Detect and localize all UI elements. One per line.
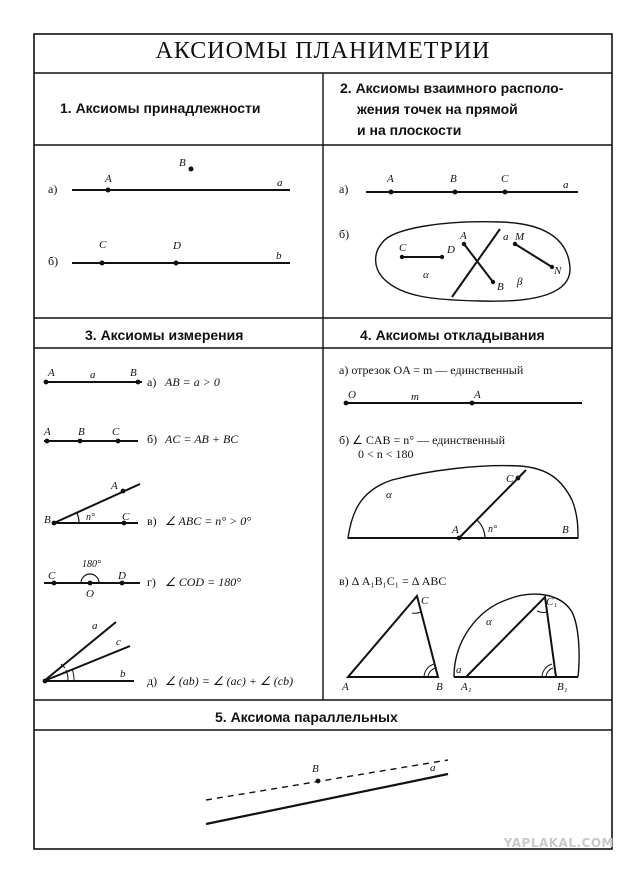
- section-4-header: 4. Аксиомы откладывания: [360, 327, 545, 343]
- s4a-text: а) отрезок OA = m — единственный: [339, 363, 524, 377]
- s4a-label-a: A: [474, 389, 481, 401]
- s3c-formula: ∠ ABC = n° > 0°: [165, 514, 251, 528]
- s3-figure-e: [43, 620, 294, 688]
- s2a-point-c: [503, 190, 508, 195]
- s1a-label-line: a: [277, 177, 283, 189]
- section-2-header-line-1: 2. Аксиомы взаимного располо-: [340, 80, 564, 96]
- watermark: YAPLAKAL.COM: [503, 836, 614, 850]
- s1b-label-line: b: [276, 250, 282, 262]
- s5-point-b: [316, 779, 321, 784]
- section-2-header-line-2: жения точек на прямой: [357, 101, 518, 117]
- s3a-label-len: a: [90, 369, 96, 381]
- s3-figure-c: [44, 480, 251, 528]
- s2a-point-b: [453, 190, 458, 195]
- s3c-marker: в): [147, 514, 157, 528]
- s4-figure-c: [339, 574, 579, 693]
- s2b-segment-mn: [515, 244, 552, 267]
- s3a-marker: а): [147, 375, 157, 389]
- s3c-label-angle: n°: [86, 512, 95, 523]
- s3b-label-a: A: [44, 426, 51, 438]
- s3c-label-a: A: [111, 480, 118, 492]
- s2b-marker: б): [339, 227, 350, 241]
- s2a-label-a: A: [387, 173, 394, 185]
- s5-line-a: [206, 774, 448, 824]
- s4c-label-a1: A₁: [461, 681, 472, 693]
- section-1-header: 1. Аксиомы принадлежности: [60, 100, 261, 116]
- s1b-label-c: C: [99, 239, 107, 251]
- section-3-header: 3. Аксиомы измерения: [85, 327, 244, 343]
- s5-dashed-parallel: [206, 760, 448, 800]
- s2b-label-d: D: [447, 244, 455, 256]
- s3b-marker: б): [147, 432, 158, 446]
- s4c-label-c1: C₁: [546, 596, 558, 608]
- s3d-label-c: C: [48, 570, 56, 582]
- s4c-text: в) Δ A₁B₁C₁ = Δ ABC: [339, 574, 447, 588]
- s4c-label-c: C: [421, 595, 429, 607]
- s2b-segment-ab: [464, 244, 493, 282]
- s3d-label-d: D: [118, 570, 126, 582]
- s4-figure-a: [339, 363, 582, 405]
- s2b-label-m: M: [515, 231, 525, 243]
- page-title: АКСИОМЫ ПЛАНИМЕТРИИ: [155, 38, 491, 64]
- s2-figure-a: [339, 173, 578, 196]
- s1-figure-a: [48, 157, 290, 196]
- s1a-marker: а): [48, 182, 58, 196]
- s2a-label-line: a: [563, 179, 569, 191]
- s3a-label-a: A: [48, 367, 55, 379]
- s4b-label-a: A: [452, 524, 459, 536]
- s5-label-b: B: [312, 763, 319, 775]
- s2b-label-c: C: [399, 242, 407, 254]
- s4b-label-b: B: [562, 524, 569, 536]
- s4c-label-a: A: [342, 681, 349, 693]
- section-2-header-line-3: и на плоскости: [357, 122, 462, 138]
- s3e-formula: ∠ (ab) = ∠ (ac) + ∠ (cb): [165, 674, 294, 688]
- s2b-label-a: A: [460, 230, 467, 242]
- s1-figure-b: [48, 239, 290, 268]
- s2a-marker: а): [339, 182, 349, 196]
- s4b-label-alpha: α: [386, 489, 392, 501]
- s4b-label-c: C: [506, 473, 514, 485]
- s4-figure-b: [339, 433, 578, 540]
- s2b-plane-outline: [376, 222, 570, 302]
- s3d-label-o: O: [86, 588, 94, 600]
- s4c-triangle-abc: [348, 596, 438, 677]
- s3-figure-d: [44, 559, 241, 600]
- s1b-marker: б): [48, 254, 59, 268]
- s3b-label-b: B: [78, 426, 85, 438]
- s3c-label-b: B: [44, 514, 51, 526]
- s3e-label-b: b: [120, 668, 126, 680]
- section-5-header: 5. Аксиома параллельных: [215, 709, 398, 725]
- s3-figure-a: [44, 367, 220, 389]
- s1a-point-b: [189, 167, 194, 172]
- s4a-label-m: m: [411, 391, 419, 403]
- s3b-formula: AC = AB + BC: [165, 432, 239, 446]
- s1a-label-b: B: [179, 157, 186, 169]
- s4c-label-alpha: α: [486, 616, 492, 628]
- s1b-point-d: [174, 261, 179, 266]
- s3e-marker: д): [147, 674, 158, 688]
- s2-figure-b: [339, 222, 570, 302]
- s2a-point-a: [389, 190, 394, 195]
- s2b-label-beta: β: [517, 276, 523, 288]
- s3d-marker: г): [147, 575, 156, 589]
- s3d-label-angle: 180°: [82, 559, 101, 570]
- s4b-text-2: 0 < n < 180: [358, 447, 414, 461]
- s2b-label-line: a: [503, 231, 509, 243]
- s3c-label-c: C: [122, 511, 130, 523]
- s4c-triangle-a1b1c1: [466, 597, 556, 677]
- s3-figure-b: [43, 426, 239, 446]
- s5-figure: [206, 760, 448, 824]
- s4c-label-b: B: [436, 681, 443, 693]
- s3d-formula: ∠ COD = 180°: [165, 575, 241, 589]
- s1b-label-d: D: [173, 240, 181, 252]
- s5-label-line: a: [430, 762, 436, 774]
- s4c-label-line: a: [456, 664, 462, 676]
- s1a-point-a: [106, 188, 111, 193]
- s3b-label-c: C: [112, 426, 120, 438]
- s3e-label-a: a: [92, 620, 98, 632]
- s1a-label-a: A: [105, 173, 112, 185]
- s2a-label-b: B: [450, 173, 457, 185]
- s4b-text-1: б) ∠ CAB = n° — единственный: [339, 433, 506, 447]
- s3a-label-b: B: [130, 367, 137, 379]
- s2b-label-b: B: [497, 281, 504, 293]
- s3a-formula: AB = a > 0: [165, 375, 220, 389]
- s2b-label-n: N: [554, 265, 562, 277]
- s2b-label-alpha: α: [423, 269, 429, 281]
- s4b-label-angle: n°: [488, 524, 497, 535]
- s1b-point-c: [100, 261, 105, 266]
- s4a-label-o: O: [348, 389, 356, 401]
- s2a-label-c: C: [501, 173, 509, 185]
- s3e-label-c: c: [116, 636, 121, 648]
- s4c-label-b1: B₁: [557, 681, 568, 693]
